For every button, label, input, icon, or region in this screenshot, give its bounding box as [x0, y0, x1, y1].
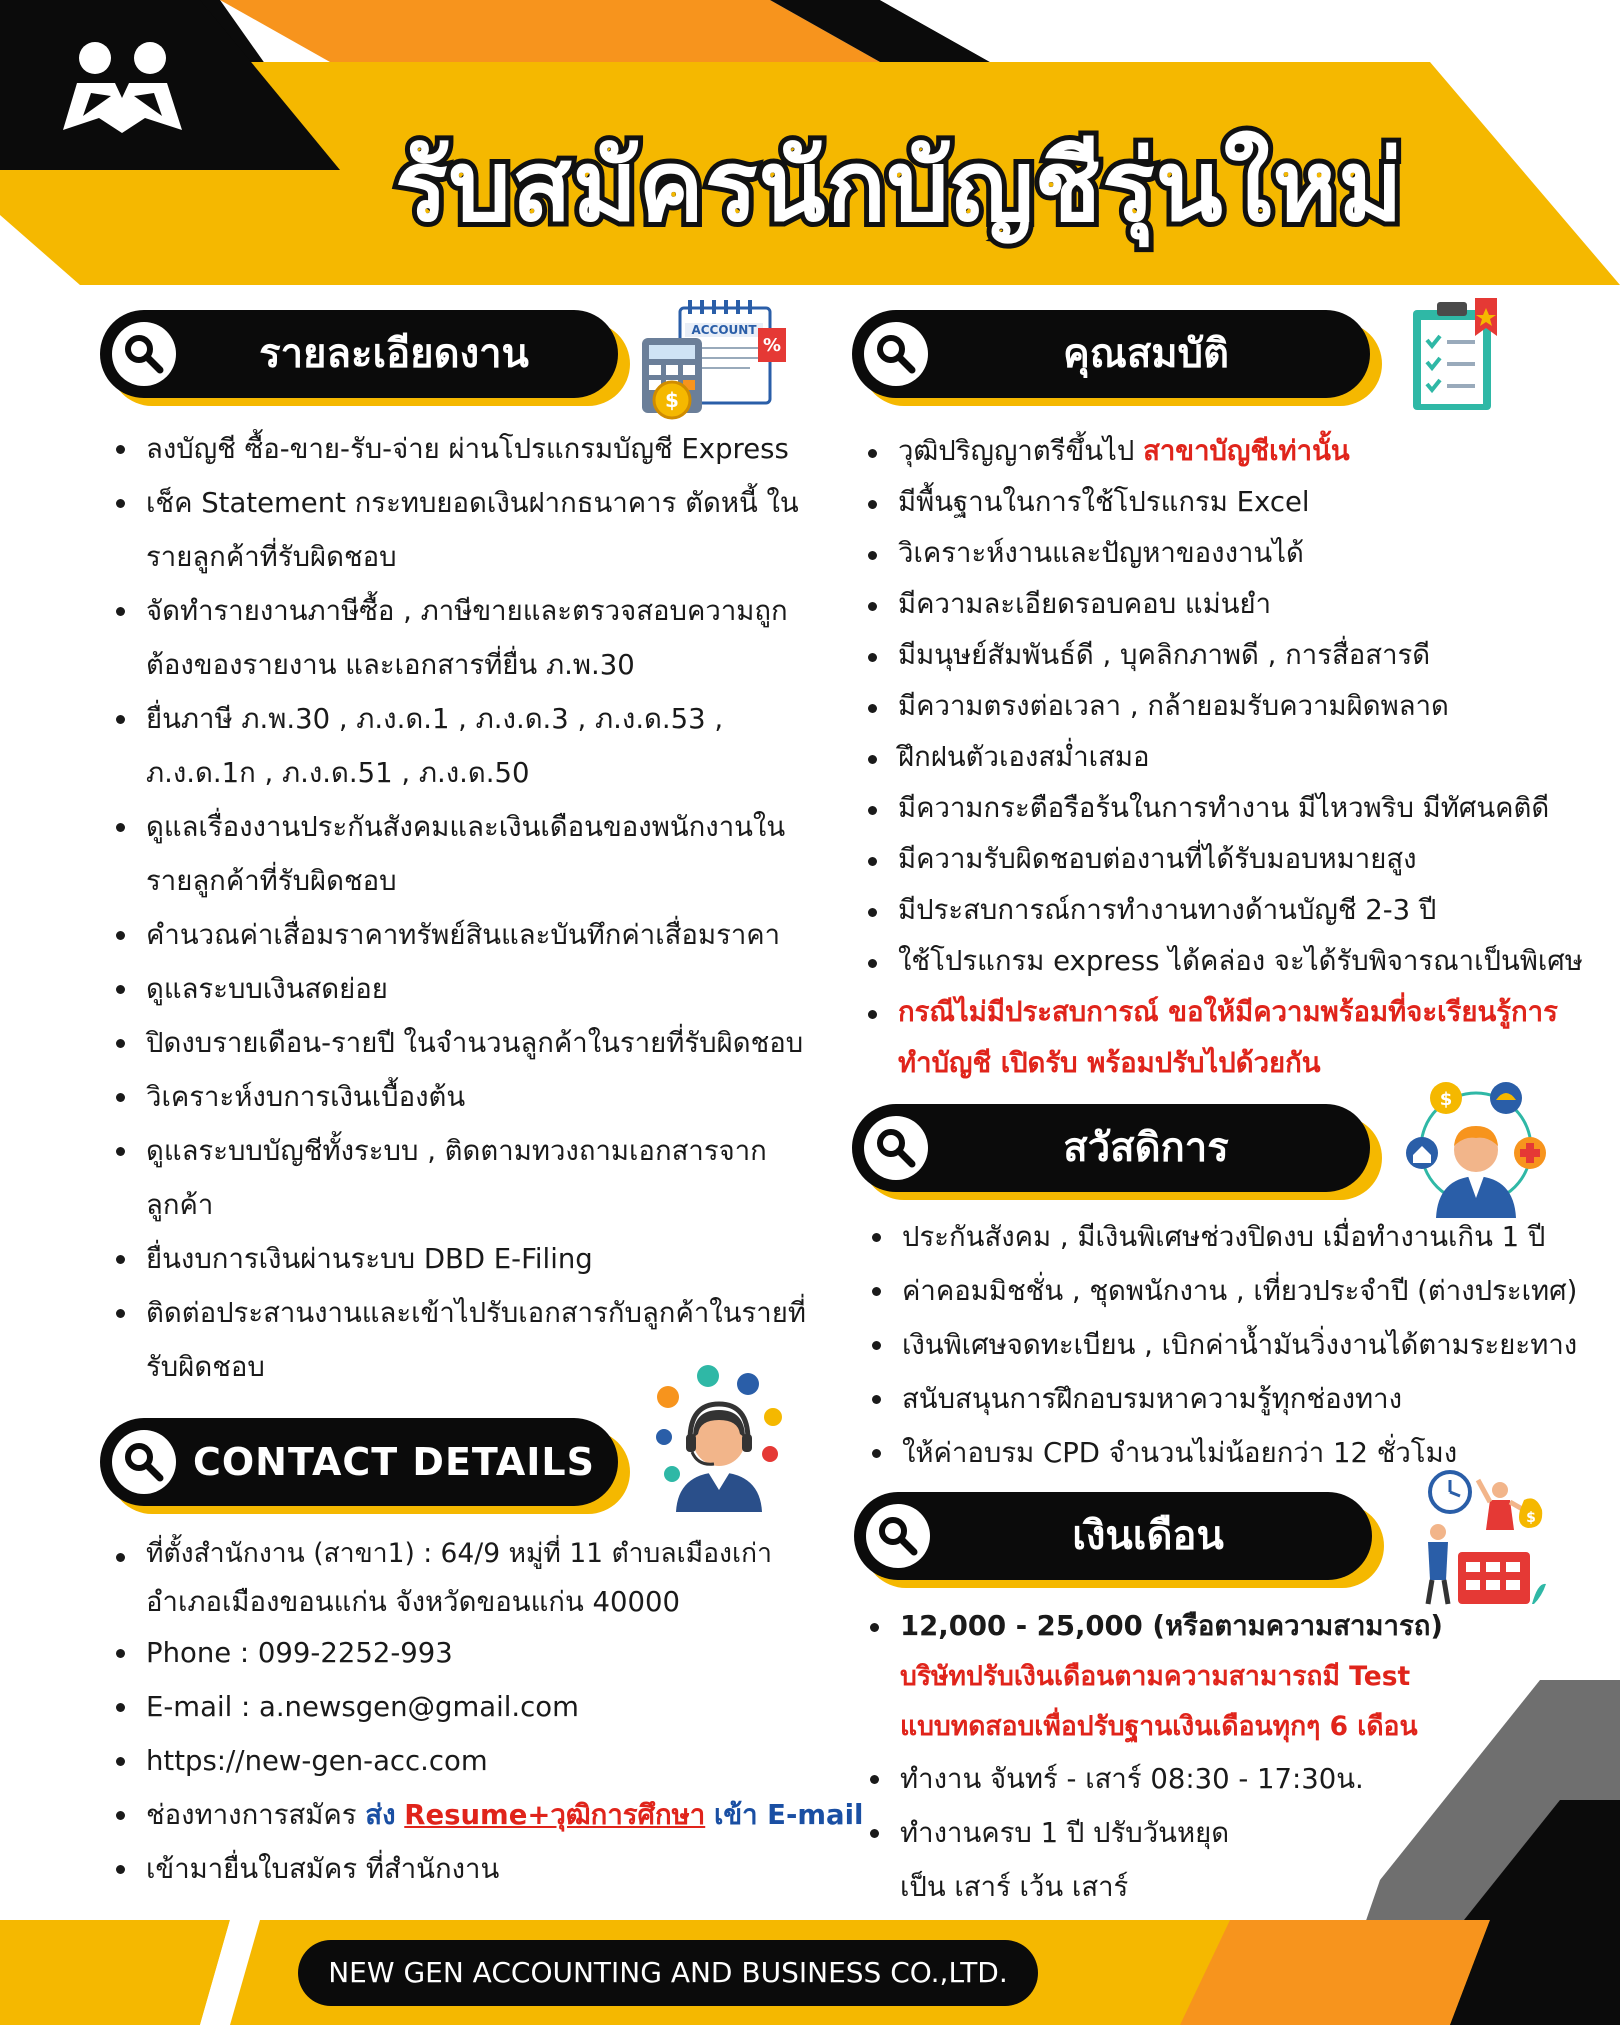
apply-channel: [112, 1788, 863, 1842]
list-item: รับผิดชอบ: [146, 1351, 265, 1383]
salary-adjust-note: บริษัทปรับเงินเดือนตามความสามารถมี Test: [900, 1661, 1411, 1692]
degree-highlight: สาขาบัญชีเท่านั้น: [1143, 435, 1350, 467]
list-item: ฝึกฝนตัวเองสม่ำเสมอ: [864, 732, 1583, 783]
no-experience-note-2: ทำบัญชี เปิดรับ พร้อมปรับไปด้วยกัน: [898, 1047, 1321, 1079]
list-item: ภ.ง.ด.1ก , ภ.ง.ด.51 , ภ.ง.ด.50: [146, 757, 530, 789]
page-title: รับสมัครนักบัญชีรุ่นใหม่: [395, 130, 1404, 244]
degree-label: วุฒิปริญญาตรีขึ้นไป: [898, 435, 1135, 467]
address-line-2: อำเภอเมืองขอนแก่น จังหวัดขอนแก่น 40000: [146, 1586, 680, 1618]
list-item: จัดทำรายงานภาษีซื้อ , ภาษีขายและตรวจสอบความถูก: [112, 584, 806, 638]
company-name-footer: NEW GEN ACCOUNTING AND BUSINESS CO.,LTD.: [298, 1940, 1038, 2006]
svg-text:%: %: [762, 335, 782, 356]
list-item: ดูแลเรื่องงานประกันสังคมและเงินเดือนของพนักงานใน: [112, 800, 806, 854]
contact-list: [112, 1530, 863, 1896]
list-item: รายลูกค้าที่รับผิดชอบ: [146, 541, 397, 573]
holiday-policy: ทำงานครบ 1 ปี ปรับวันหยุด: [866, 1806, 1443, 1860]
qualifications-list: [864, 426, 1583, 1089]
search-icon: [874, 1126, 918, 1170]
list-item: [864, 426, 1583, 477]
working-hours: ทำงาน จันทร์ - เสาร์ 08:30 - 17:30น.: [866, 1752, 1443, 1806]
benefits-list: [868, 1210, 1577, 1480]
list-item: เงินพิเศษจดทะเบียน , เบิกค่าน้ำมันวิ่งงานได้ตามระยะทาง: [868, 1318, 1577, 1372]
salary-list: [866, 1600, 1443, 1914]
list-item: ให้ค่าอบรม CPD จำนวนไม่น้อยกว่า 12 ชั่วโมง: [868, 1426, 1577, 1480]
walk-in: เข้ามายื่นใบสมัคร ที่สำนักงาน: [112, 1842, 863, 1896]
svg-text:ACCOUNT: ACCOUNT: [691, 323, 757, 337]
list-item: คำนวณค่าเสื่อมราคาทรัพย์สินและบันทึกค่าเสื่อมราคา: [112, 908, 806, 962]
clipboard-checklist-icon: [1405, 296, 1505, 416]
apply-send: ส่ง: [365, 1799, 396, 1831]
customer-support-icon: [648, 1362, 790, 1512]
salary-range: 12,000 - 25,000 (หรือตามความสามารถ): [866, 1600, 1443, 1652]
list-item: ปิดงบรายเดือน-รายปี ในจำนวนลูกค้าในรายที่รับผิดชอบ: [112, 1016, 806, 1070]
list-item: สนับสนุนการฝึกอบรมหาความรู้ทุกช่องทาง: [868, 1372, 1577, 1426]
list-item: มีความรับผิดชอบต่องานที่ได้รับมอบหมายสูง: [864, 834, 1583, 885]
list-item: ประกันสังคม , มีเงินพิเศษช่วงปิดงบ เมื่อทำงานเกิน 1 ปี: [868, 1210, 1577, 1264]
apply-docs: Resume+วุฒิการศึกษา: [404, 1799, 706, 1831]
search-icon: [122, 332, 166, 376]
employee-benefits-icon: [1400, 1078, 1552, 1218]
list-item: ดูแลระบบบัญชีทั้งระบบ , ติดตามทวงถามเอกสารจาก: [112, 1124, 806, 1178]
accounting-calculator-icon: [640, 298, 790, 420]
no-experience-note: กรณีไม่มีประสบการณ์ ขอให้มีความพร้อมที่จะเรียนรู้การ: [864, 987, 1583, 1038]
contact-heading: CONTACT DETAILS: [100, 1418, 618, 1506]
list-item: ลงบัญชี ซื้อ-ขาย-รับ-จ่าย ผ่านโปรแกรมบัญชี Express: [112, 422, 806, 476]
qualifications-heading: คุณสมบัติ: [852, 310, 1370, 398]
apply-label: ช่องทางการสมัคร: [146, 1799, 357, 1831]
phone: Phone : 099-2252-993: [112, 1626, 863, 1680]
new-gen-logo: [55, 38, 190, 138]
svg-text:$: $: [665, 388, 679, 412]
holiday-policy-2: เป็น เสาร์ เว้น เสาร์: [900, 1871, 1129, 1903]
list-item: ยื่นภาษี ภ.พ.30 , ภ.ง.ด.1 , ภ.ง.ด.3 , ภ.ง.ด.53 ,: [112, 692, 806, 746]
list-item: วิเคราะห์งบการเงินเบื้องต้น: [112, 1070, 806, 1124]
list-item: ต้องของรายงาน และเอกสารที่ยื่น ภ.พ.30: [146, 649, 635, 681]
list-item: ติดต่อประสานงานและเข้าไปรับเอกสารกับลูกค้าในรายที่: [112, 1286, 806, 1340]
website-link[interactable]: https://new-gen-acc.com: [112, 1734, 863, 1788]
list-item: มีพื้นฐานในการใช้โปรแกรม Excel: [864, 477, 1583, 528]
search-icon: [876, 1514, 920, 1558]
search-icon: [874, 332, 918, 376]
list-item: ใช้โปรแกรม express ได้คล่อง จะได้รับพิจารณาเป็นพิเศษ: [864, 936, 1583, 987]
salary-adjust-note-2: แบบทดสอบเพื่อปรับฐานเงินเดือนทุกๆ 6 เดือน: [900, 1711, 1418, 1742]
job-details-heading: รายละเอียดงาน: [100, 310, 618, 398]
email: E-mail : a.newsgen@gmail.com: [112, 1680, 863, 1734]
list-item: วิเคราะห์งานและปัญหาของงานได้: [864, 528, 1583, 579]
search-icon: [122, 1440, 166, 1484]
list-item: มีความตรงต่อเวลา , กล้ายอมรับความผิดพลาด: [864, 681, 1583, 732]
svg-text:$: $: [1526, 1510, 1536, 1526]
salary-calendar-icon: [1420, 1470, 1550, 1610]
list-item: มีความกระตือรือร้นในการทำงาน มีไหวพริบ มีทัศนคติดี: [864, 783, 1583, 834]
list-item: มีประสบการณ์การทำงานทางด้านบัญชี 2-3 ปี: [864, 885, 1583, 936]
list-item: รายลูกค้าที่รับผิดชอบ: [146, 865, 397, 897]
salary-heading: เงินเดือน: [854, 1492, 1372, 1580]
list-item: มีมนุษย์สัมพันธ์ดี , บุคลิกภาพดี , การสื่อสารดี: [864, 630, 1583, 681]
apply-to: เข้า E-mail: [713, 1799, 864, 1831]
list-item: ดูแลระบบเงินสดย่อย: [112, 962, 806, 1016]
address: ที่ตั้งสำนักงาน (สาขา1) : 64/9 หมู่ที่ 11 ตำบลเมืองเก่า: [112, 1530, 863, 1578]
list-item: ยื่นงบการเงินผ่านระบบ DBD E-Filing: [112, 1232, 806, 1286]
svg-text:$: $: [1439, 1089, 1453, 1110]
job-details-list: [112, 422, 806, 1394]
list-item: ลูกค้า: [146, 1189, 214, 1221]
list-item: เช็ค Statement กระทบยอดเงินฝากธนาคาร ตัดหนี้ ใน: [112, 476, 806, 530]
benefits-heading: สวัสดิการ: [852, 1104, 1370, 1192]
list-item: ค่าคอมมิชชั่น , ชุดพนักงาน , เที่ยวประจำปี (ต่างประเทศ): [868, 1264, 1577, 1318]
list-item: มีความละเอียดรอบคอบ แม่นยำ: [864, 579, 1583, 630]
